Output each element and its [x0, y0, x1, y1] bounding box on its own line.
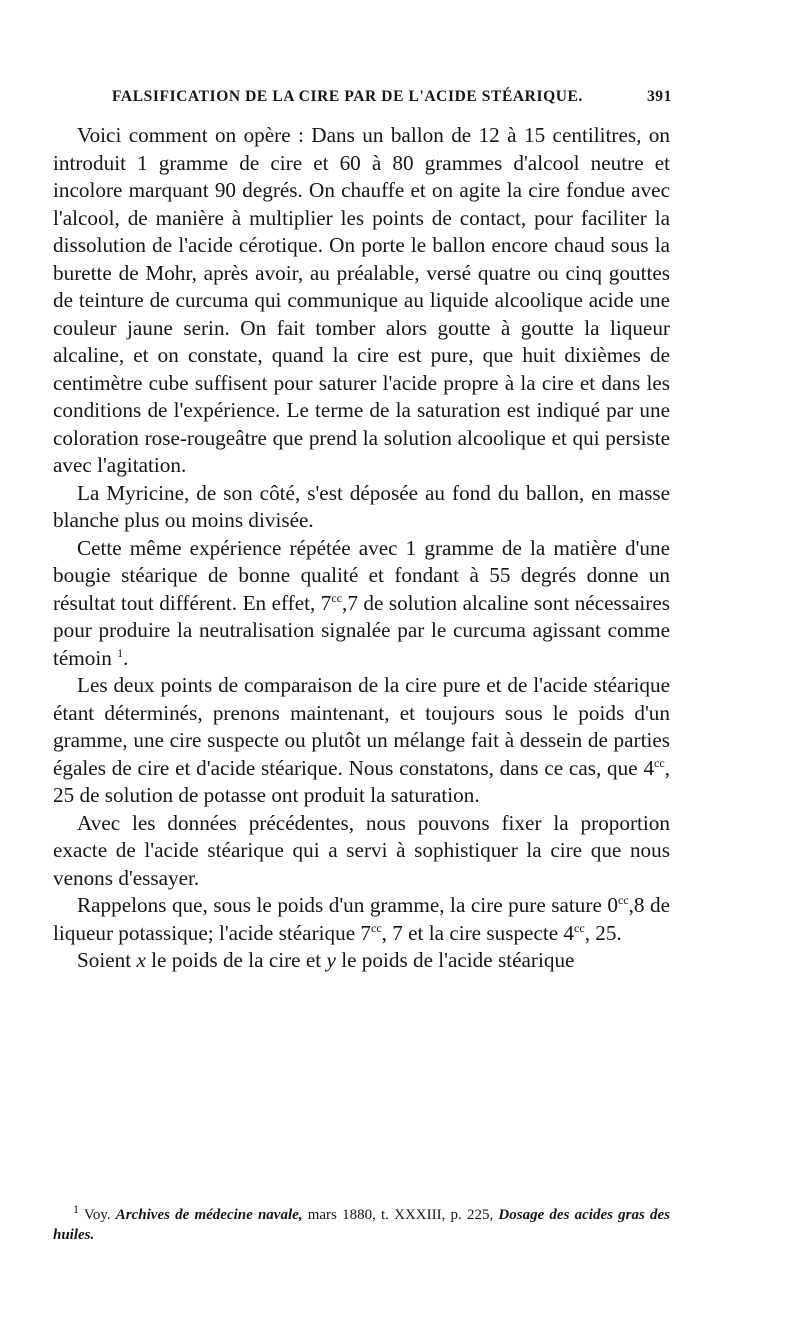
paragraph-text: le poids de la cire et [145, 948, 327, 972]
paragraph-text: le poids de l'acide stéarique [335, 948, 575, 972]
running-title: FALSIFICATION DE LA CIRE PAR DE L'ACIDE STÉARIQUE. [112, 88, 583, 105]
paragraph-text: Rappelons que, sous le poids d'un gramme, la cire pure sature 0 [77, 893, 618, 917]
paragraph-text: Avec les données précédentes, nous pouvons fixer la proportion exacte de l'acide stéarique qui a servi à sophistiquer la cire que nous venons d'essayer. [53, 810, 670, 890]
unit-superscript: cc [617, 892, 629, 907]
running-header [112, 88, 672, 112]
paragraph-myricine [53, 480, 670, 535]
paragraph-text: , 7 et la cire suspecte 4 [381, 920, 575, 945]
unit-superscript: cc [331, 590, 343, 605]
paragraph-text: Voici comment on opère : Dans un ballon de 12 à 15 centilitres, on introduit 1 gramme de cire et 60 à 80 grammes d'alcool neutre et incolore marquant 90 degrés. On chauffe et on agite la cire fondue avec l'alcool, de manière à multiplier les points de contact, pour faciliter la dissolution de l'acide cérotique. On porte le ballon encore chaud sous la burette de Mohr, après avoir, au préalable, versé quatre ou cinq gouttes de teinture de curcuma qui communique au liquide alcoolique acide une couleur jaune serin. On fait tomber alors goutte à goutte la liqueur alcaline, et on constate, quand la cire est pure, que huit dixièmes de centimètre cube suffisent pour saturer l'acide propre à la cire et dans les conditions de l'expérience. Le terme de la saturation est indiqué par une coloration rose-rougeâtre que prend la solution alcoolique et qui persiste avec l'agitation. [53, 123, 670, 477]
paragraph-text: , 25 de solution de potasse ont produit la saturation. [53, 755, 670, 807]
paragraph-text: Cette même expérience répétée avec 1 gramme de la matière d'une bougie stéarique de bonne qualité et fondant à 55 degrés donne un résultat tout différent. En effet, 7 [53, 535, 670, 615]
variable-y: y [326, 948, 336, 972]
paragraph-text: La Myricine, de son côté, s'est déposée au fond du ballon, en masse blanche plus ou moins divisée. [53, 480, 670, 532]
page-number: 391 [646, 88, 672, 105]
paragraph-text: , 25. [584, 920, 622, 945]
paragraph-comparison [53, 672, 670, 810]
footnote-reference-detail: mars 1880, t. XXXIII, p. 225, [302, 1207, 499, 1223]
paragraph-text: ,8 de liqueur potassique; l'acide stéarique 7 [53, 893, 671, 945]
paragraph-text: . [123, 645, 129, 670]
paragraph-variables [53, 947, 670, 975]
paragraph-procedure [53, 122, 670, 480]
unit-superscript: cc [574, 920, 585, 935]
unit-superscript: cc [371, 920, 382, 935]
body-text [53, 122, 670, 975]
footnote-journal: Archives de médecine navale, [115, 1207, 303, 1223]
unit-superscript: cc [654, 755, 665, 770]
footnote-reference[interactable]: 1 [117, 645, 124, 660]
footnote [53, 1202, 670, 1245]
paragraph-data [53, 810, 670, 893]
footnote-lead: Voy. [79, 1207, 116, 1223]
paragraph-stearic-test [53, 535, 670, 673]
paragraph-recall [53, 892, 670, 947]
paragraph-text: Soient [77, 948, 137, 972]
paragraph-text: Les deux points de comparaison de la cire pure et de l'acide stéarique étant déterminés, prenons maintenant, et toujours sous le poids d'un gramme, une cire suspecte ou plutôt un mélange fait à dessein de parties égales de cire et d'acide stéarique. Nous constatons, dans ce cas, que 4 [53, 673, 670, 780]
paragraph-text: ,7 de solution alcaline sont nécessaires pour produire la neutralisation signalée par le curcuma agissant comme témoin [53, 590, 670, 670]
footnote-marker: 1 [73, 1202, 79, 1216]
footnote-topic: Dosage des acides gras des huiles. [53, 1207, 670, 1243]
variable-x: x [136, 948, 146, 972]
